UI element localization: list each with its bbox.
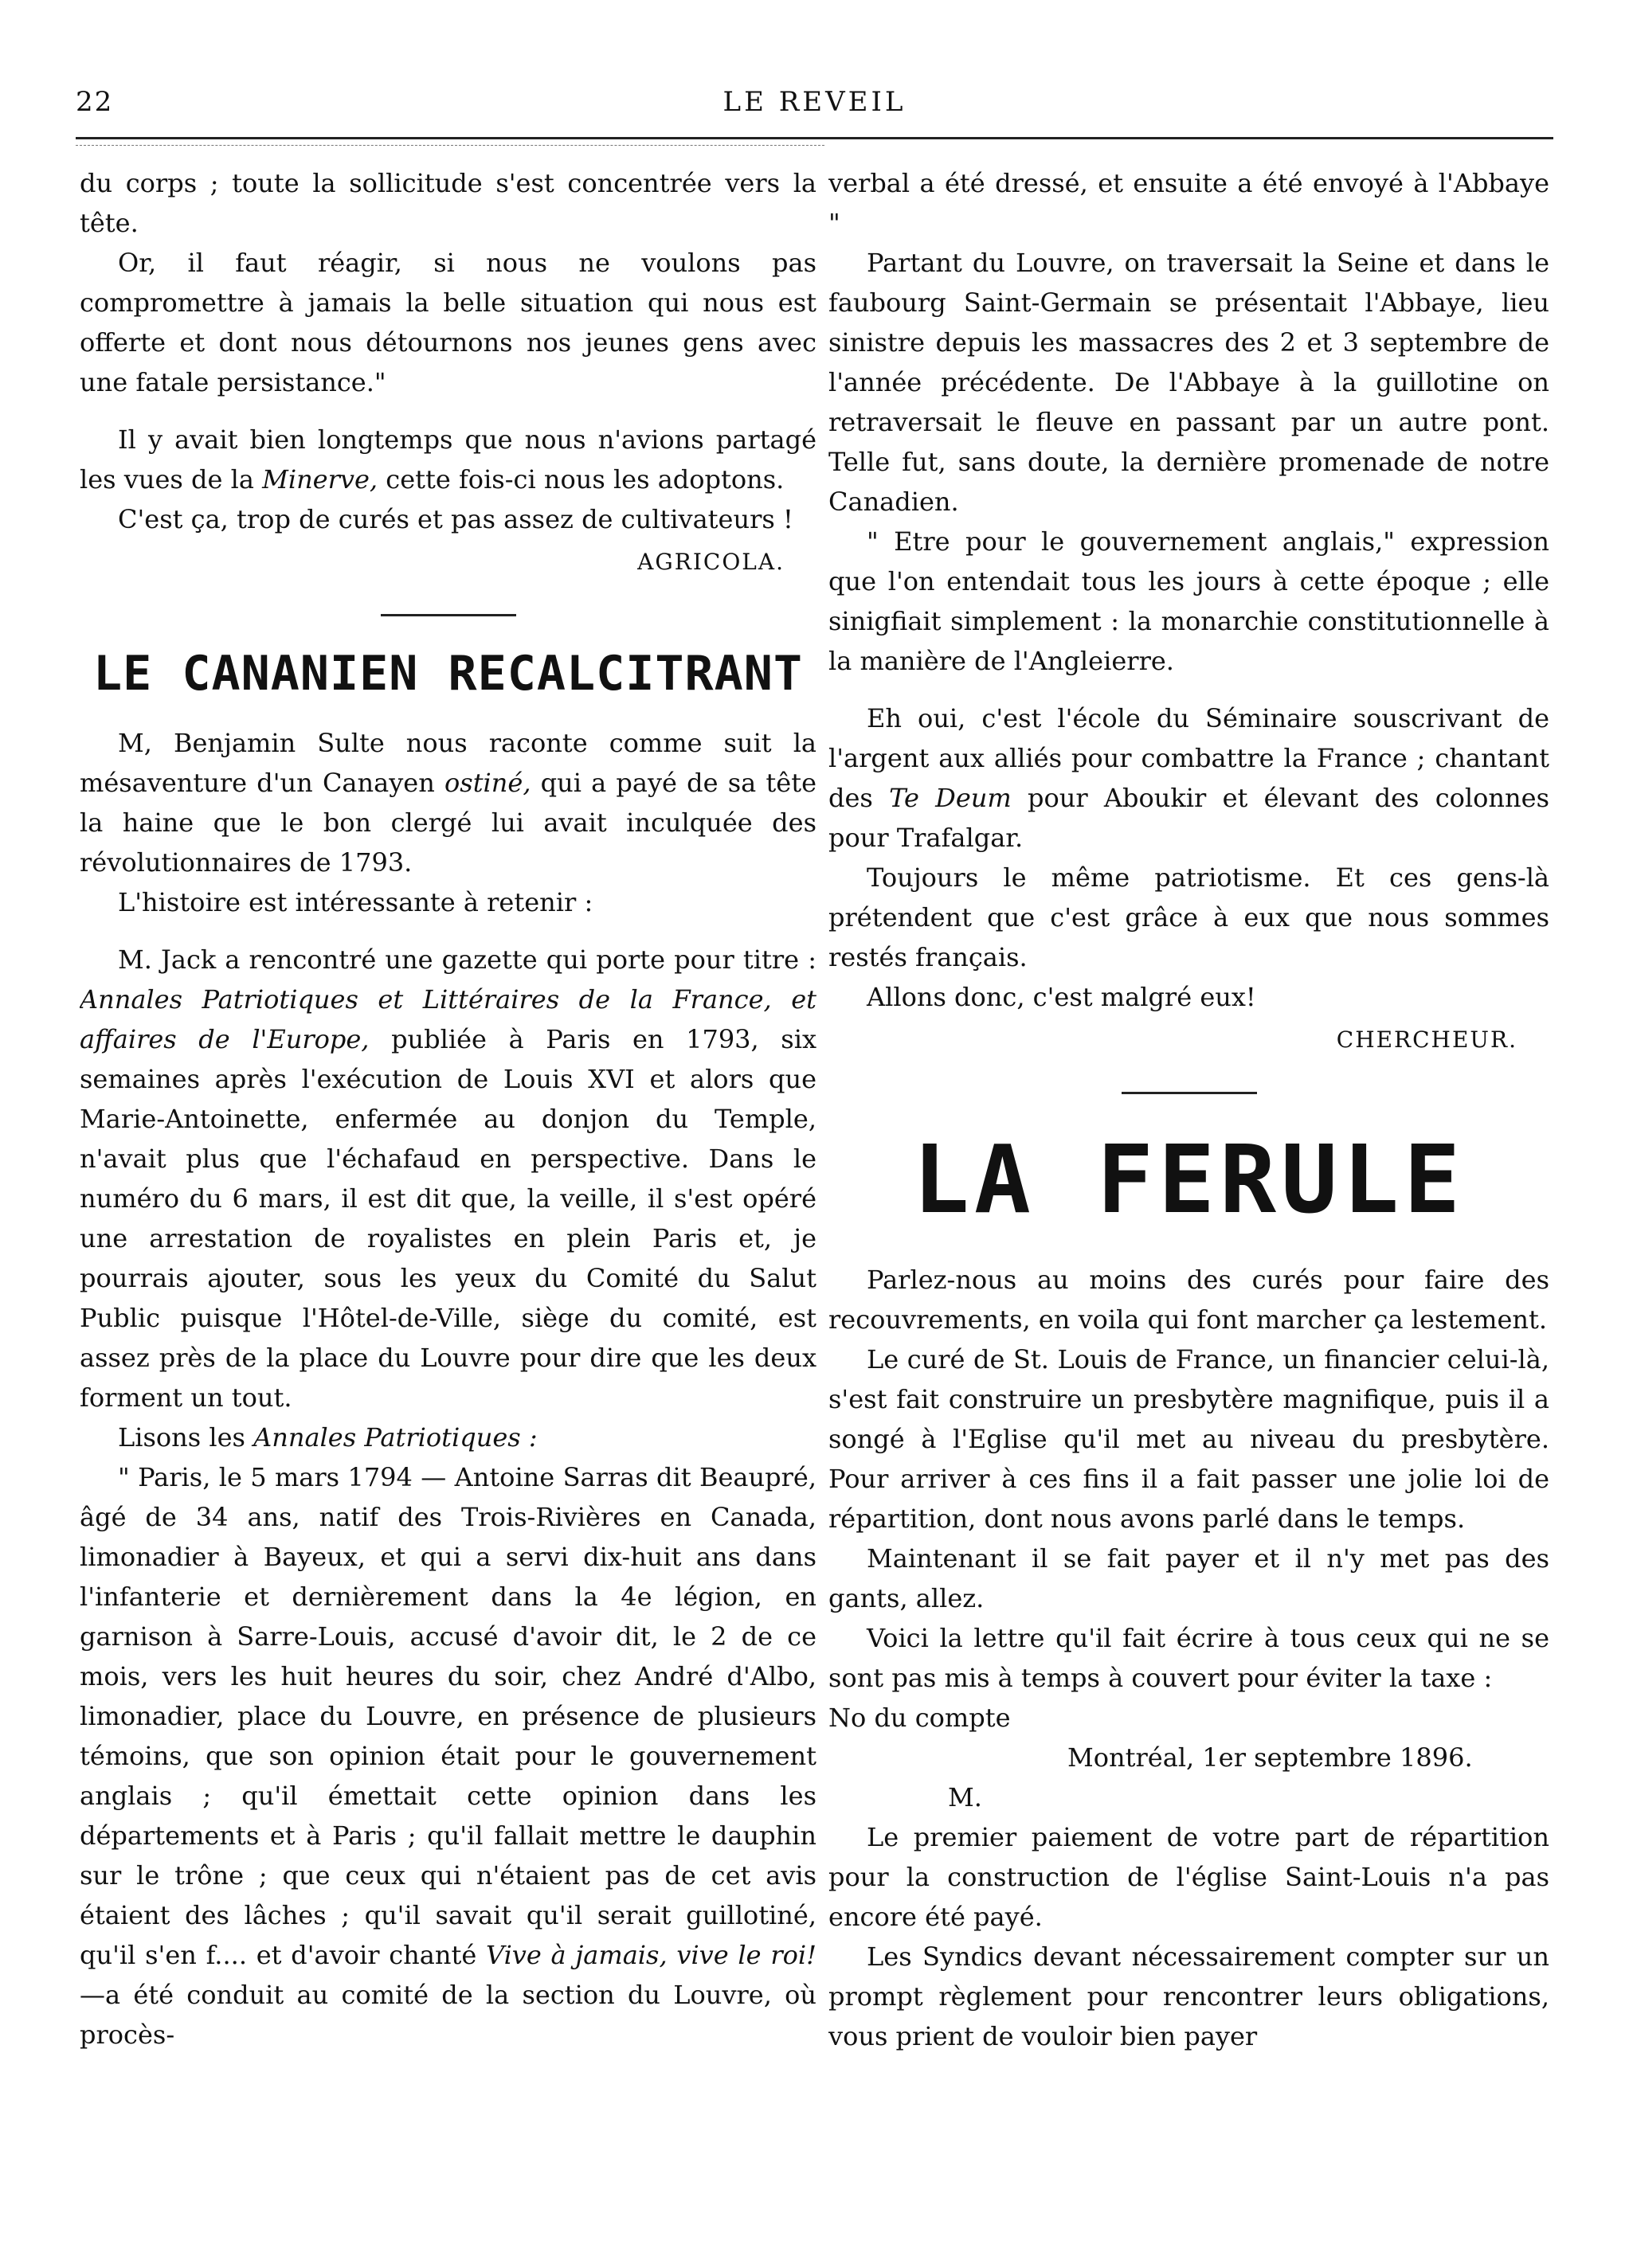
letter-date: Montréal, 1er septembre 1896. (1067, 1742, 1473, 1773)
paragraph: Maintenant il se fait payer et il n'y met pas des gants, allez. (828, 1543, 1549, 1613)
paragraph: L'histoire est intéressante à retenir : (118, 887, 593, 917)
paragraph: Parlez-nous au moins des curés pour faire des recouvrements, en voila qui font marcher ça lestement. (828, 1265, 1549, 1335)
paragraph: Allons donc, c'est malgré eux! (867, 982, 1256, 1012)
italic-text: Te Deum (889, 783, 1012, 813)
paragraph: Le premier paiement de votre part de répartition pour la construction de l'église Saint-Louis n'a pas encore été payé. (828, 1822, 1549, 1932)
paragraph: Or, il faut réagir, si nous ne voulons pas compromettre à jamais la belle situation qui nous est offerte et dont nous détournons nos jeunes gens avec une fatale persistance." (80, 248, 816, 397)
paragraph: " Etre pour le gouvernement anglais," expression que l'on entendait tous les jours à cette époque ; elle sinigfiait simplement : la monarchie constitutionnelle à la manière de l'Angleierre. (828, 526, 1549, 676)
paragraph: Lisons les Annales Patriotiques : (118, 1422, 538, 1453)
signature: CHERCHEUR. (1336, 1026, 1517, 1053)
letter-addressee: M. (948, 1782, 982, 1812)
letter-account-line: No du compte (828, 1703, 1011, 1733)
paragraph: C'est ça, trop de curés et pas assez de cultivateurs ! (118, 504, 793, 534)
page-number: 22 (76, 86, 114, 118)
italic-text: ostiné, (444, 768, 531, 798)
header-dotted-rule (76, 145, 824, 146)
paragraph: Eh oui, c'est l'école du Séminaire souscrivant de l'argent aux alliés pour combattre la France ; chantant des Te Deum pour Aboukir et élevant des colonnes pour Trafalgar. (828, 703, 1549, 853)
paragraph: Partant du Louvre, on traversait la Seine et dans le faubourg Saint-Germain se présentait l'Abbaye, lieu sinistre depuis les massacres des 2 et 3 septembre de l'année précédente. De l'Abbaye à la guillotine on retraversait le fleuve en passant par un autre pont. Telle fut, sans doute, la dernière promenade de notre Canadien. (828, 248, 1549, 517)
paragraph: Le curé de St. Louis de France, un financier celui-là, s'est fait construire un presbytère magnifique, puis il a songé à l'Eglise qu'il met au niveau du presbytère. Pour arriver à ces fins il a fait passer une jolie loi de répartition, dont nous avons parlé dans le temps. (828, 1344, 1549, 1534)
italic-text: Annales Patriotiques et Littéraires de la France, et affaires de l'Europe, (80, 984, 816, 1054)
right-column (828, 163, 1549, 2202)
paragraph: du corps ; toute la sollicitude s'est concentrée vers la tête. (80, 168, 816, 238)
paragraph: Toujours le même patriotisme. Et ces gens-là prétendent que c'est grâce à eux que nous sommes restés français. (828, 862, 1549, 972)
italic-text: Annales Patriotiques : (253, 1422, 538, 1453)
paragraph: Il y avait bien longtemps que nous n'avions partagé les vues de la Minerve, cette fois-ci nous les adoptons. (80, 424, 816, 495)
section-separator (1122, 1092, 1257, 1094)
paragraph: verbal a été dressé, et ensuite a été envoyé à l'Abbaye " (828, 168, 1549, 238)
left-column (80, 163, 816, 2202)
section-separator (381, 614, 516, 616)
page-header (76, 86, 1553, 126)
italic-text: Vive à jamais, vive le roi! (486, 1940, 816, 1970)
paragraph: M. Jack a rencontré une gazette qui porte pour titre : Annales Patriotiques et Littéraires de la France, et affaires de l'Europe, publiée à Paris en 1793, six semaines après l'exécution de Louis XVI et alors que Marie-Antoinette, enfermée au donjon du Temple, n'avait plus que l'échafaud en perspective. Dans le numéro du 6 mars, il est dit que, la veille, il s'est opéré une arrestation de royalistes en plein Paris et, je pourrais ajouter, sous les yeux du Comité du Salut Public puisque l'Hôtel-de-Ville, siège du comité, est assez près de la place du Louvre pour dire que les deux forment un tout. (80, 944, 816, 1413)
paragraph: Les Syndics devant nécessairement compter sur un prompt règlement pour rencontrer leurs obligations, vous prient de vouloir bien payer (828, 1941, 1549, 2051)
running-title: LE REVEIL (722, 86, 907, 118)
article-title: LA FERULE (912, 1124, 1466, 1234)
paragraph: M, Benjamin Sulte nous raconte comme suit la mésaventure d'un Canayen ostiné, qui a payé de sa tête la haine que le bon clergé lui avait inculquée des révolutionnaires de 1793. (80, 728, 816, 878)
paragraph: " Paris, le 5 mars 1794 — Antoine Sarras dit Beaupré, âgé de 34 ans, natif des Trois-Rivières en Canada, limonadier à Bayeux, et qui a servi dix-huit ans dans l'infanterie et dernièrement dans la 4e légion, en garnison à Sarre-Louis, accusé d'avoir dit, le 2 de ce mois, vers les huit heures du soir, chez André d'Albo, limonadier, place du Louvre, en présence de plusieurs témoins, que son opinion était pour le gouvernement anglais ; qu'il émettait cette opinion dans les départements et à Paris ; qu'il fallait mettre le dauphin sur le trône ; que ceux qui n'étaient pas de cet avis étaient des lâches ; qu'il savait qu'il serait guillotiné, qu'il s'en f.... et d'avoir chanté Vive à jamais, vive le roi!—a été conduit au comité de la section du Louvre, où procès- (80, 1462, 816, 2050)
paragraph: Voici la lettre qu'il fait écrire à tous ceux qui ne se sont pas mis à temps à couvert pour éviter la taxe : (828, 1623, 1549, 1693)
italic-text: Minerve, (262, 464, 378, 495)
article-title: LE CANANIEN RECALCITRANT (93, 646, 803, 702)
signature: AGRICOLA. (637, 549, 785, 575)
header-rule (76, 137, 1553, 139)
